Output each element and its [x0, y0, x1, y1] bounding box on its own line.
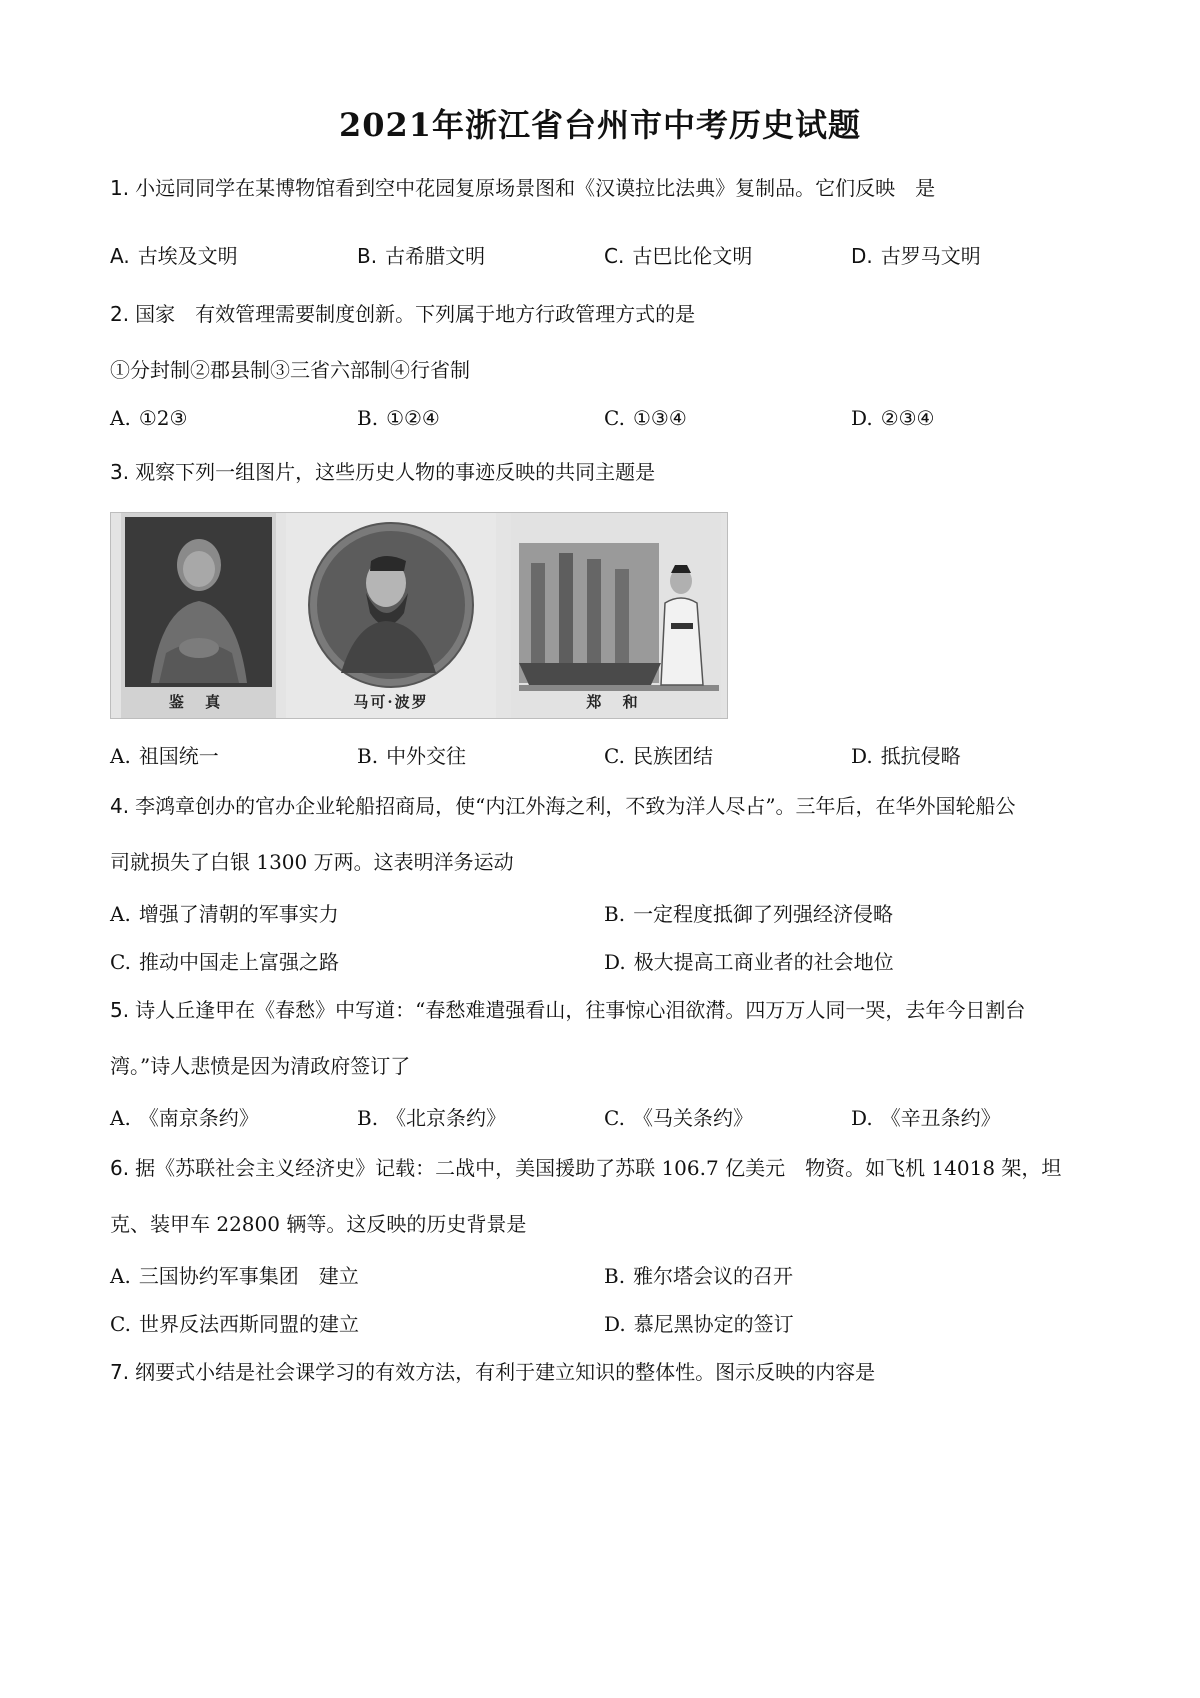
- question-text: 据《苏联社会主义经济史》记载：二战中，美国援助了苏联 106.7 亿美元 物资。如飞机 14018 架，坦: [135, 1156, 1062, 1180]
- question-6: [110, 1158, 1100, 1178]
- question-number: 2.: [110, 302, 130, 326]
- question-1: [110, 178, 1100, 198]
- question-text: 小远同同学在某博物馆看到空中花园复原场景图和《汉谟拉比法典》复制品。它们反映 是: [135, 176, 936, 200]
- option-b[interactable]: B. 古希腊文明: [357, 244, 486, 268]
- jianzhen-panel: [121, 513, 276, 718]
- question-text: 李鸿章创办的官办企业轮船招商局，使“内江外海之利，不致为洋人尽占”。三年后，在华外国轮船公: [135, 794, 1016, 818]
- question-number: 1.: [110, 176, 130, 200]
- question-text: 诗人丘逢甲在《春愁》中写道：“春愁难遣强看山，往事惊心泪欲潸。四万万人同一哭，去年今日割台: [135, 998, 1026, 1022]
- question-3: [110, 462, 1100, 482]
- zheng-he-panel: [511, 513, 721, 718]
- options-q5: [110, 1102, 1100, 1130]
- option-c[interactable]: C. 世界反法西斯同盟的建立: [110, 1312, 359, 1336]
- options-q4-row-1: [110, 898, 1100, 926]
- option-a[interactable]: A. 三国协约军事集团 建立: [110, 1264, 359, 1288]
- option-c[interactable]: C. 推动中国走上富强之路: [110, 950, 339, 974]
- option-a[interactable]: A. 《南京条约》: [110, 1106, 259, 1130]
- question-4: [110, 796, 1100, 816]
- option-c[interactable]: C. 古巴比伦文明: [604, 244, 753, 268]
- option-d[interactable]: D. ②③④: [851, 406, 935, 430]
- option-b[interactable]: B. 《北京条约》: [357, 1106, 507, 1130]
- question-2-line-2: [110, 360, 1100, 380]
- question-text: 纲要式小结是社会课学习的有效方法，有利于建立知识的整体性。图示反映的内容是: [135, 1360, 876, 1384]
- option-b[interactable]: B. 雅尔塔会议的召开: [604, 1264, 794, 1288]
- option-b[interactable]: B. 中外交往: [357, 744, 467, 768]
- caption-marco-polo: 马可·波罗: [353, 693, 429, 711]
- options-q4-row-2: [110, 946, 1100, 974]
- option-d[interactable]: D. 《辛丑条约》: [851, 1106, 1001, 1130]
- marco-polo-portrait-image: [286, 513, 496, 718]
- options-q6-row-1: [110, 1260, 1100, 1288]
- question-6-line-2: [110, 1214, 1100, 1234]
- question-number: 6.: [110, 1156, 130, 1180]
- question-4-line-2: [110, 852, 1100, 872]
- question-text: 观察下列一组图片，这些历史人物的事迹反映的共同主题是: [135, 460, 656, 484]
- option-c[interactable]: C. 《马关条约》: [604, 1106, 753, 1130]
- jianzhen-statue-image: [121, 513, 276, 718]
- question-5-line-2: [110, 1056, 1100, 1076]
- option-c[interactable]: C. 民族团结: [604, 744, 713, 768]
- question-number: 4.: [110, 794, 130, 818]
- option-b[interactable]: B. 一定程度抵御了列强经济侵略: [604, 902, 894, 926]
- option-d[interactable]: D. 古罗马文明: [851, 244, 981, 268]
- zheng-he-ship-image: [511, 513, 721, 718]
- question-number: 5.: [110, 998, 130, 1022]
- question-text: 国家 有效管理需要制度创新。下列属于地方行政管理方式的是: [135, 302, 696, 326]
- question-number: 7.: [110, 1360, 130, 1384]
- page-title: 2021年浙江省台州市中考历史试题: [338, 106, 862, 144]
- option-b[interactable]: B. ①②④: [357, 406, 440, 430]
- option-a[interactable]: A. 古埃及文明: [110, 244, 238, 268]
- question-5: [110, 1000, 1100, 1020]
- question-2: [110, 304, 1100, 324]
- question-7: [110, 1362, 1100, 1382]
- question-text: 湾。”诗人悲愤是因为清政府签订了: [110, 1054, 411, 1078]
- marco-polo-panel: [286, 513, 496, 718]
- option-d[interactable]: D. 慕尼黑协定的签订: [604, 1312, 794, 1336]
- caption-zheng-he: 郑 和: [586, 693, 646, 711]
- historical-figures-photo: [110, 512, 728, 719]
- options-q6-row-2: [110, 1308, 1100, 1336]
- option-d[interactable]: D. 极大提高工商业者的社会地位: [604, 950, 894, 974]
- question-text: 克、装甲车 22800 辆等。这反映的历史背景是: [110, 1212, 527, 1236]
- options-q2: [110, 406, 1100, 430]
- option-a[interactable]: A. ①2③: [110, 406, 188, 430]
- option-d[interactable]: D. 抵抗侵略: [851, 744, 961, 768]
- options-q1: [110, 240, 1100, 268]
- caption-jianzhen: 鉴 真: [168, 693, 229, 711]
- option-c[interactable]: C. ①③④: [604, 406, 687, 430]
- option-a[interactable]: A. 祖国统一: [110, 744, 219, 768]
- question-text: ①分封制②郡县制③三省六部制④行省制: [110, 358, 470, 382]
- option-a[interactable]: A. 增强了清朝的军事实力: [110, 902, 339, 926]
- question-number: 3.: [110, 460, 130, 484]
- question-text: 司就损失了白银 1300 万两。这表明洋务运动: [110, 850, 514, 874]
- options-q3: [110, 740, 1100, 768]
